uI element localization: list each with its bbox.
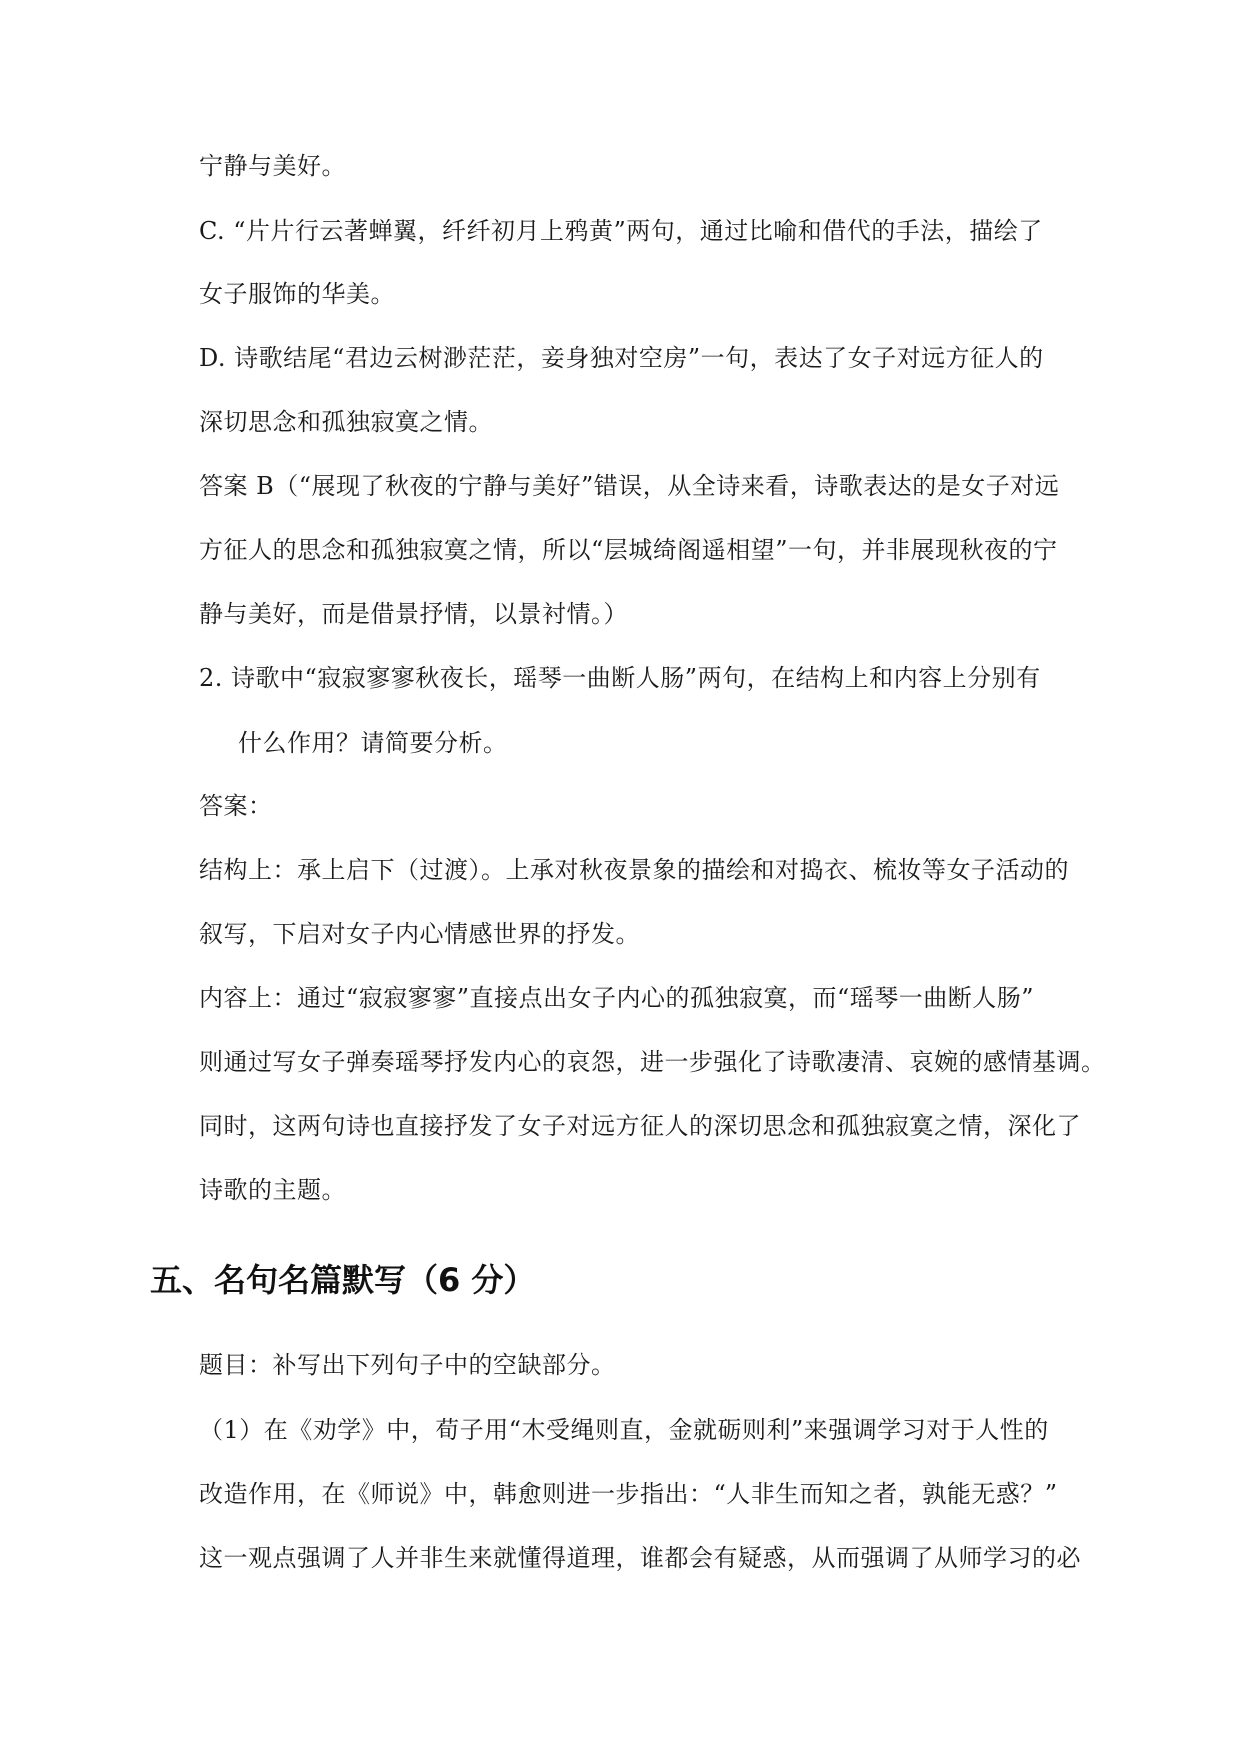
text-line: 深切思念和孤独寂寞之情。 <box>199 408 493 436</box>
text-line: 宁静与美好。 <box>199 152 346 180</box>
text-line: 这一观点强调了人并非生来就懂得道理，谁都会有疑惑，从而强调了从师学习的必 <box>199 1544 1081 1572</box>
option-d-line: D. 诗歌结尾“君边云树渺茫茫，妾身独对空房”一句，表达了女子对远方征人的 <box>199 344 1044 372</box>
text-line: 诗歌的主题。 <box>199 1176 346 1204</box>
section-heading: 五、名句名篇默写（6 分） <box>150 1261 536 1299</box>
text-line: 同时，这两句诗也直接抒发了女子对远方征人的深切思念和孤独寂寞之情，深化了 <box>199 1112 1081 1140</box>
text-line: 静与美好，而是借景抒情，以景衬情。） <box>199 600 628 628</box>
content-line: 内容上：通过“寂寂寥寥”直接点出女子内心的孤独寂寞，而“瑶琴一曲断人肠” <box>199 984 1035 1012</box>
text-line: 女子服饰的华美。 <box>199 280 395 308</box>
prompt-line: 题目：补写出下列句子中的空缺部分。 <box>199 1351 616 1379</box>
text-line: 叙写，下启对女子内心情感世界的抒发。 <box>199 920 640 948</box>
item-1-line: （1）在《劝学》中，荀子用“木受绳则直，金就砺则利”来强调学习对于人性的 <box>199 1416 1049 1444</box>
text-line: 改造作用，在《师说》中，韩愈则进一步指出：“人非生而知之者，孰能无惑？” <box>199 1480 1058 1508</box>
option-c-line: C. “片片行云著蝉翼，纤纤初月上鸦黄”两句，通过比喻和借代的手法，描绘了 <box>199 217 1043 245</box>
text-line: 什么作用？请简要分析。 <box>238 729 508 757</box>
question-2-line: 2. 诗歌中“寂寂寥寥秋夜长，瑶琴一曲断人肠”两句，在结构上和内容上分别有 <box>199 664 1041 692</box>
structure-line: 结构上：承上启下（过渡）。上承对秋夜景象的描绘和对捣衣、梳妆等女子活动的 <box>199 856 1069 884</box>
answer-line: 答案 B（“展现了秋夜的宁静与美好”错误，从全诗来看，诗歌表达的是女子对远 <box>199 472 1060 500</box>
text-line: 方征人的思念和孤独寂寞之情，所以“层城绮阁遥相望”一句，并非展现秋夜的宁 <box>199 536 1058 564</box>
text-line: 则通过写女子弹奏瑶琴抒发内心的哀怨，进一步强化了诗歌凄清、哀婉的感情基调。 <box>199 1048 1106 1076</box>
answer-label: 答案： <box>199 792 273 820</box>
